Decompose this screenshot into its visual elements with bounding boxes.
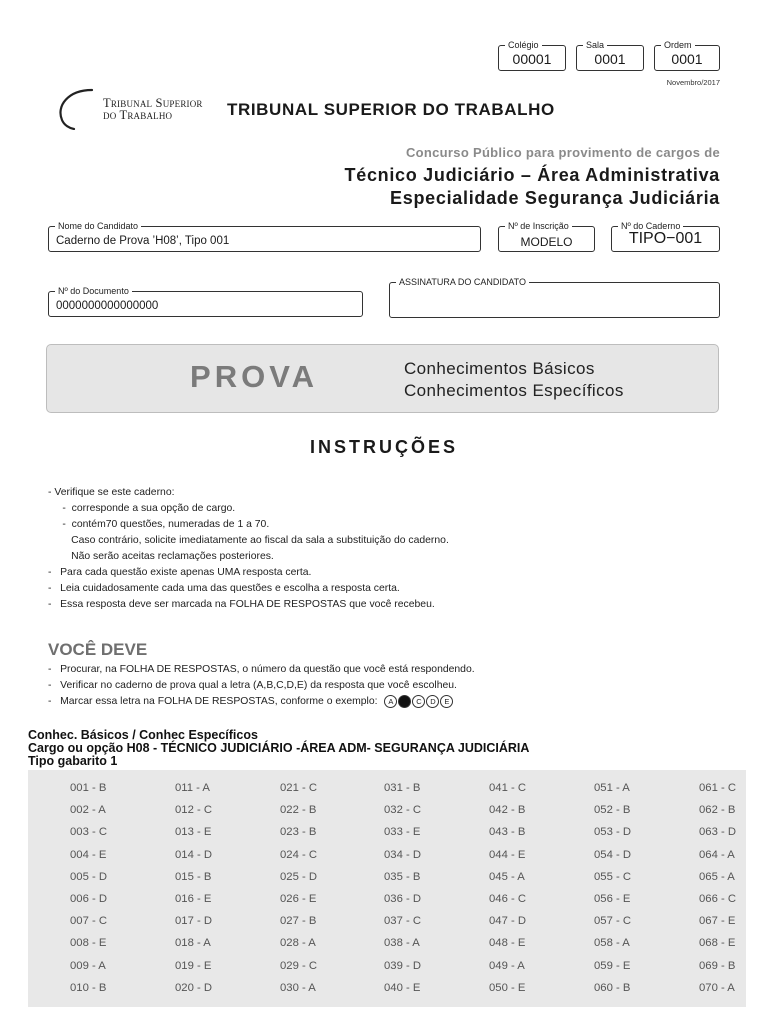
answer-cell: 058 - A <box>594 937 630 950</box>
prova-title: PROVA <box>190 359 318 394</box>
ordem-box <box>654 40 720 71</box>
answer-cell: 012 - C <box>175 804 213 817</box>
logo-text-line2: do Trabalho <box>103 108 173 122</box>
tst-logo <box>54 86 224 130</box>
answer-cell: 057 - C <box>594 915 632 928</box>
logo-text-line1: Tribunal Superior <box>103 96 203 110</box>
answer-cell: 035 - B <box>384 870 421 883</box>
answer-cell: 010 - B <box>70 981 107 994</box>
answer-cell: 064 - A <box>699 848 735 861</box>
answer-cell: 069 - B <box>699 959 736 972</box>
answer-cell: 052 - B <box>594 804 631 817</box>
prova-line1: Conhecimentos Básicos <box>404 359 595 378</box>
nome-candidato-field <box>48 221 481 252</box>
answer-cell: 065 - A <box>699 870 735 883</box>
example-circle-a: A <box>384 695 397 708</box>
ordem-value: 0001 <box>671 51 703 67</box>
answer-cell: 047 - D <box>489 915 527 928</box>
gabarito-line2: Cargo ou opção H08 - TÉCNICO JUDICIÁRIO -ÁREA ADM- SEGURANÇA JUDICIÁRIA <box>28 741 530 755</box>
documento-label: Nº do Documento <box>55 285 132 297</box>
voce-deve-title: VOCÊ DEVE <box>48 640 148 659</box>
answer-cell: 023 - B <box>280 826 317 839</box>
documento-value: 0000000000000000 <box>56 300 159 312</box>
answer-cell: 061 - C <box>699 782 737 794</box>
nome-candidato-label: Nome do Candidato <box>55 220 141 232</box>
answer-cell: 003 - C <box>70 826 108 839</box>
answer-cell: 051 - A <box>594 782 630 794</box>
caderno-field <box>611 221 720 252</box>
inscricao-label: Nº de Inscrição <box>505 220 572 232</box>
answer-cell: 001 - B <box>70 782 107 794</box>
answer-cell: 037 - C <box>384 915 422 928</box>
instrucoes-title: INSTRUÇÕES <box>309 437 458 457</box>
sala-box <box>576 40 644 71</box>
answer-cell: 006 - D <box>70 893 108 905</box>
gabarito-table <box>28 770 746 1007</box>
instrucao-line: - Verifique se este caderno: <box>48 487 175 498</box>
answer-cell: 043 - B <box>489 826 526 839</box>
instrucao-line: - Para cada questão existe apenas UMA resposta certa. <box>48 567 312 578</box>
prova-panel <box>46 344 719 413</box>
court-title: TRIBUNAL SUPERIOR DO TRABALHO <box>227 100 555 119</box>
answer-cell: 042 - B <box>489 804 526 817</box>
answer-cell: 070 - A <box>699 981 735 994</box>
answer-cell: 016 - E <box>175 893 212 905</box>
prova-line2: Conhecimentos Específicos <box>404 381 624 400</box>
answer-cell: 024 - C <box>280 848 318 861</box>
answer-cell: 059 - E <box>594 959 631 972</box>
voce-deve-line: - Verificar no caderno de prova qual a letra (A,B,C,D,E) da resposta que você escolheu. <box>48 680 457 691</box>
answer-cell: 063 - D <box>699 826 737 839</box>
answer-cell: 062 - B <box>699 804 736 817</box>
answer-cell: 029 - C <box>280 959 318 972</box>
answer-cell: 036 - D <box>384 893 422 905</box>
answer-cell: 027 - B <box>280 915 317 928</box>
answer-cell: 005 - D <box>70 870 108 883</box>
answer-cell: 017 - D <box>175 915 213 928</box>
answer-cell: 056 - E <box>594 893 631 905</box>
voce-deve-line: - Procurar, na FOLHA DE RESPOSTAS, o número da questão que você está respondendo. <box>48 664 475 675</box>
instrucoes-list <box>48 485 449 613</box>
answer-cell: 014 - D <box>175 848 213 861</box>
gabarito-line1: Conhec. Básicos / Conhec Específicos <box>28 728 258 742</box>
assinatura-field <box>389 277 720 318</box>
documento-field <box>48 286 363 317</box>
answer-cell: 028 - A <box>280 937 316 950</box>
answer-cell: 053 - D <box>594 826 632 839</box>
assinatura-label: ASSINATURA DO CANDIDATO <box>396 276 529 288</box>
answer-cell: 020 - D <box>175 981 213 994</box>
answer-cell: 033 - E <box>384 826 421 839</box>
example-circle-e: E <box>440 695 453 708</box>
instrucao-line: Não serão aceitas reclamações posteriores. <box>48 551 274 562</box>
answer-cell: 026 - E <box>280 893 317 905</box>
instrucao-line: - contém70 questões, numeradas de 1 a 70. <box>48 519 270 530</box>
answer-cell: 055 - C <box>594 870 632 883</box>
answer-cell: 049 - A <box>489 959 525 972</box>
answer-cell: 041 - C <box>489 782 527 794</box>
voce-deve-line-text: - Marcar essa letra na FOLHA DE RESPOSTAS, conforme o exemplo: <box>48 696 378 707</box>
answer-cell: 038 - A <box>384 937 420 950</box>
answer-cell: 002 - A <box>70 804 106 817</box>
answer-cell: 044 - E <box>489 848 526 861</box>
answer-cell: 019 - E <box>175 959 212 972</box>
inscricao-field <box>498 221 595 252</box>
answer-cell: 048 - E <box>489 937 526 950</box>
exam-date: Novembro/2017 <box>666 78 720 87</box>
answer-cell: 046 - C <box>489 893 527 905</box>
answer-cell: 031 - B <box>384 782 421 794</box>
answer-cell: 066 - C <box>699 893 737 905</box>
answer-cell: 067 - E <box>699 915 736 928</box>
inscricao-value: MODELO <box>520 235 573 249</box>
cargo-line2: Especialidade Segurança Judiciária <box>390 188 720 208</box>
answer-cell: 054 - D <box>594 848 632 861</box>
answer-cell: 045 - A <box>489 870 525 883</box>
answer-cell: 022 - B <box>280 804 317 817</box>
answer-cell: 011 - A <box>175 782 210 794</box>
answer-cell: 004 - E <box>70 848 107 861</box>
answer-cell: 018 - A <box>175 937 211 950</box>
answer-cell: 050 - E <box>489 981 526 994</box>
tst-logo-arc-icon <box>54 86 98 130</box>
answer-cell: 060 - B <box>594 981 631 994</box>
instrucao-line: Caso contrário, solicite imediatamente ao fiscal da sala a substituição do caderno. <box>48 535 449 546</box>
answer-cell: 021 - C <box>280 782 318 794</box>
caderno-label: Nº do Caderno <box>618 220 683 232</box>
answer-cell: 015 - B <box>175 870 212 883</box>
colegio-label: Colégio <box>505 39 542 51</box>
answer-cell: 040 - E <box>384 981 421 994</box>
answer-cell: 030 - A <box>280 981 316 994</box>
colegio-box <box>498 40 566 71</box>
colegio-value: 00001 <box>512 51 552 67</box>
example-circle-d: D <box>426 695 439 708</box>
voce-deve-line <box>48 694 475 710</box>
nome-candidato-value: Caderno de Prova ’H08’, Tipo 001 <box>56 235 230 247</box>
answer-cell: 034 - D <box>384 848 422 861</box>
answer-cell: 007 - C <box>70 915 108 928</box>
gabarito-line3: Tipo gabarito 1 <box>28 754 118 768</box>
answer-cell: 032 - C <box>384 804 422 817</box>
sala-value: 0001 <box>594 51 626 67</box>
answer-cell: 009 - A <box>70 959 106 972</box>
answer-cell: 039 - D <box>384 959 422 972</box>
instrucao-line: - Essa resposta deve ser marcada na FOLHA DE RESPOSTAS que você recebeu. <box>48 599 435 610</box>
caderno-value: TIPO−001 <box>628 230 703 247</box>
ordem-label: Ordem <box>661 39 695 51</box>
example-circle-c: C <box>412 695 425 708</box>
answer-cell: 068 - E <box>699 937 736 950</box>
voce-deve-list <box>48 662 475 710</box>
sala-label: Sala <box>583 39 607 51</box>
example-circle-b-filled: B <box>398 695 411 708</box>
instrucao-line: - Leia cuidadosamente cada uma das questões e escolha a resposta certa. <box>48 583 400 594</box>
instrucao-line: - corresponde a sua opção de cargo. <box>48 503 236 514</box>
answer-cell: 008 - E <box>70 937 107 950</box>
answer-example <box>384 696 454 707</box>
cargo-line1: Técnico Judiciário – Área Administrativa <box>344 165 720 185</box>
concurso-text: Concurso Público para provimento de cargos de <box>405 145 720 160</box>
answer-cell: 025 - D <box>280 870 318 883</box>
answer-cell: 013 - E <box>175 826 212 839</box>
